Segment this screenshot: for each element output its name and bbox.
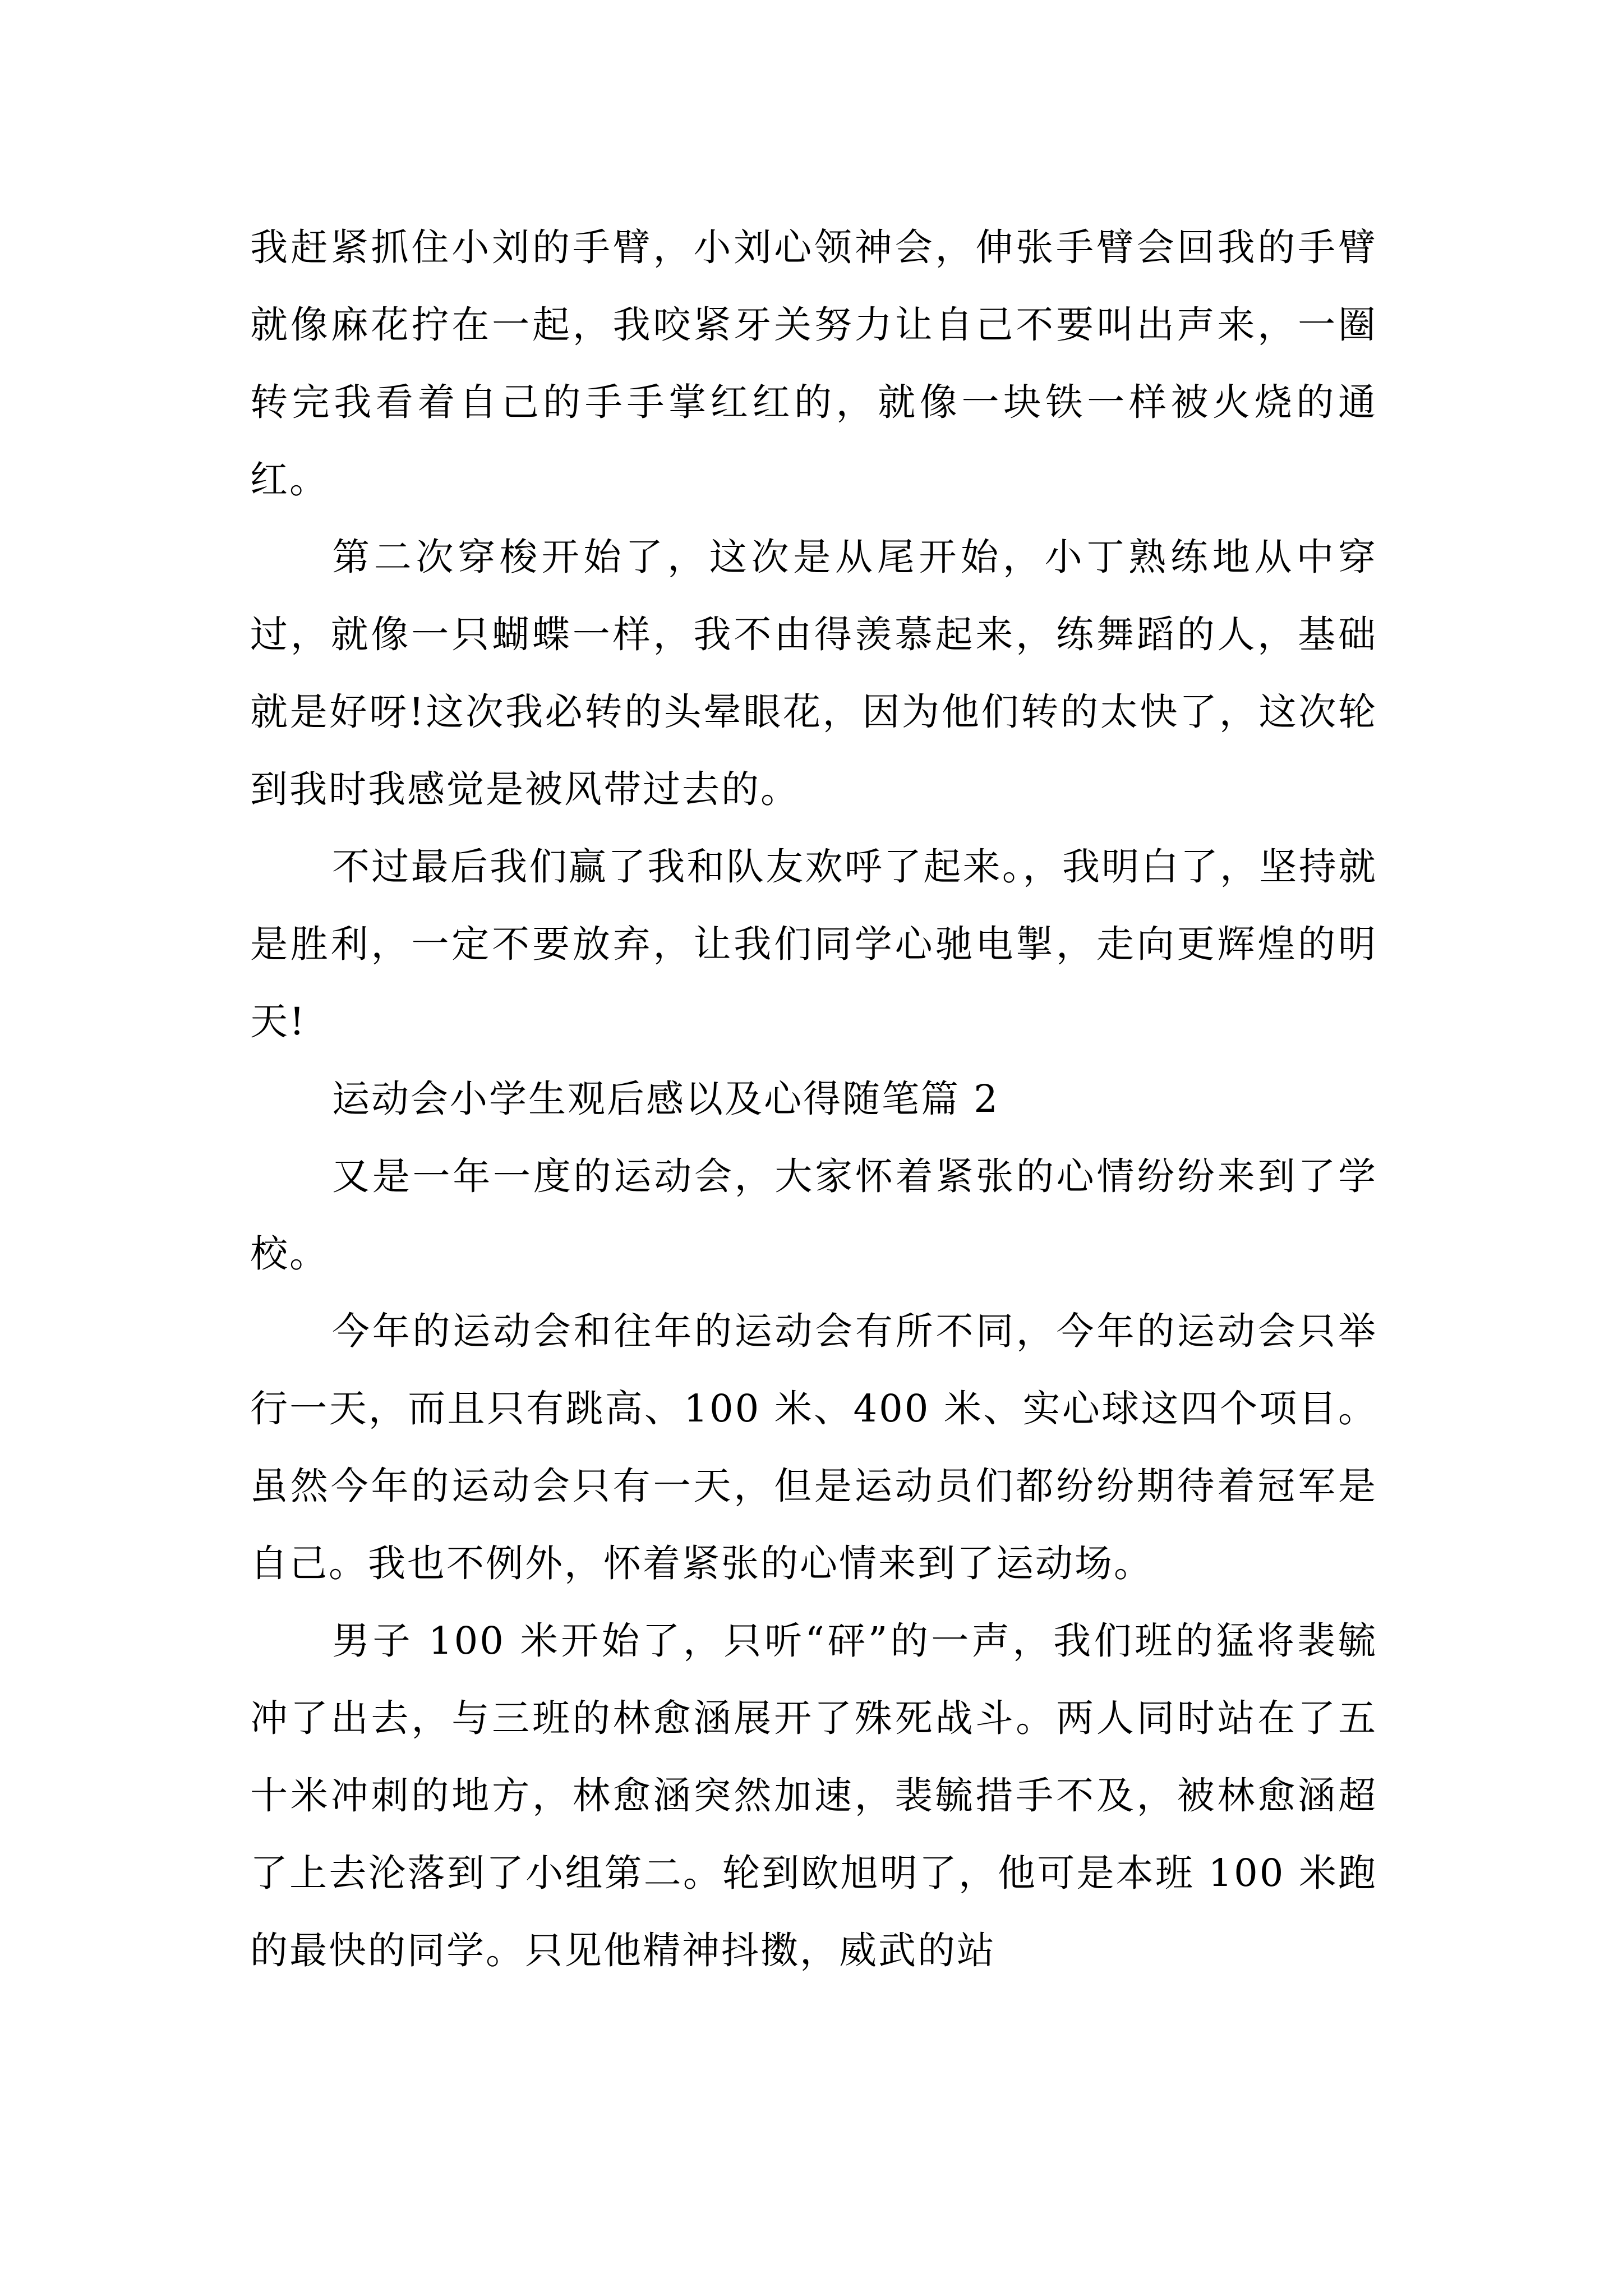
- document-body: [250, 209, 1377, 1989]
- section-heading: 运动会小学生观后感以及心得随笔篇 2: [332, 1077, 999, 1121]
- paragraph-1: 我赶紧抓住小刘的手臂，小刘心领神会，伸张手臂会回我的手臂就像麻花拧在一起，我咬紧牙关努力让自己不要叫出声来，一圈转完我看着自己的手手掌红红的，就像一块铁一样被火烧的通红。: [250, 226, 1377, 501]
- paragraph-5: 今年的运动会和往年的运动会有所不同，今年的运动会只举行一天，而且只有跳高、100 米、400 米、实心球这四个项目。虽然今年的运动会只有一天，但是运动员们都纷纷期待着冠军是自己。我也不例外，怀着紧张的心情来到了运动场。: [250, 1309, 1377, 1585]
- paragraph-3: 不过最后我们赢了我和队友欢呼了起来。，我明白了，坚持就是胜利，一定不要放弃，让我们同学心驰电掣，走向更辉煌的明天!: [250, 845, 1377, 1043]
- paragraph-2: 第二次穿梭开始了，这次是从尾开始，小丁熟练地从中穿过，就像一只蝴蝶一样，我不由得羡慕起来，练舞蹈的人，基础就是好呀!这次我必转的头晕眼花，因为他们转的太快了，这次轮到我时我感觉是被风带过去的。: [250, 535, 1377, 811]
- paragraph-6: 男子 100 米开始了，只听“砰”的一声，我们班的猛将裴毓冲了出去，与三班的林愈涵展开了殊死战斗。两人同时站在了五十米冲刺的地方，林愈涵突然加速，裴毓措手不及，被林愈涵超了上去沦落到了小组第二。轮到欧旭明了，他可是本班 100 米跑的最快的同学。只见他精神抖擞，威武的站: [250, 1619, 1377, 1972]
- paragraph-4: 又是一年一度的运动会，大家怀着紧张的心情纷纷来到了学校。: [250, 1154, 1377, 1276]
